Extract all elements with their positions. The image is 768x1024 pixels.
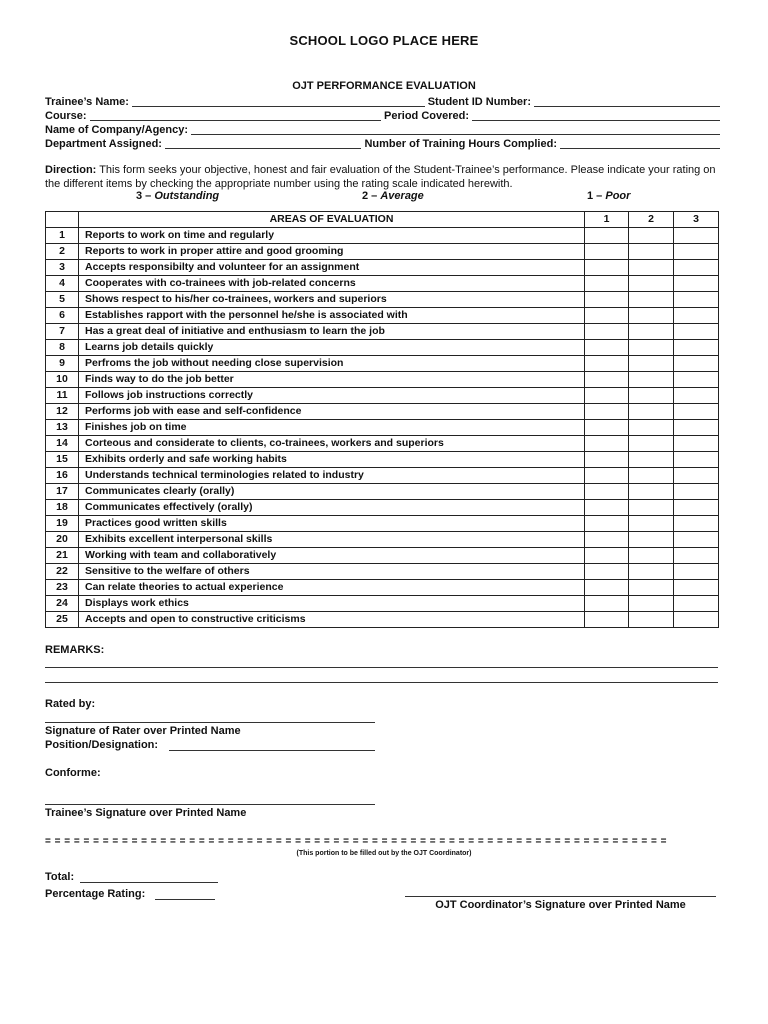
period-covered-label: Period Covered: — [384, 110, 469, 122]
evaluation-table — [45, 211, 719, 628]
coordinator-note: (This portion to be filled out by the OJT Coordinator) — [296, 850, 472, 857]
rating-2-cell[interactable] — [629, 276, 674, 292]
trainee-signature-caption: Trainee’s Signature over Printed Name — [45, 807, 247, 819]
evaluation-item: Finds way to do the job better — [79, 372, 585, 388]
evaluation-item: Corteous and considerate to clients, co-trainees, workers and superiors — [79, 436, 585, 452]
evaluation-item: Exhibits orderly and safe working habits — [79, 452, 585, 468]
rating-1-cell[interactable] — [585, 500, 629, 516]
item-number: 23 — [46, 580, 79, 596]
rating-3-cell[interactable] — [674, 532, 719, 548]
table-row — [46, 420, 719, 436]
table-row — [46, 596, 719, 612]
rating-3-cell[interactable] — [674, 500, 719, 516]
total-field[interactable] — [80, 882, 218, 883]
rating-2-cell[interactable] — [629, 260, 674, 276]
evaluation-item: Displays work ethics — [79, 596, 585, 612]
direction-text — [45, 163, 725, 191]
rating-3-cell[interactable] — [674, 244, 719, 260]
table-header-row — [46, 212, 719, 228]
school-logo-placeholder: SCHOOL LOGO PLACE HERE — [289, 33, 479, 48]
rating-1-cell[interactable] — [585, 260, 629, 276]
table-row — [46, 292, 719, 308]
rating-1-cell[interactable] — [585, 532, 629, 548]
rating-3-cell[interactable] — [674, 436, 719, 452]
scale-number: 3 – — [136, 190, 152, 202]
item-number: 24 — [46, 596, 79, 612]
item-number: 19 — [46, 516, 79, 532]
rating-1-column-header: 1 — [585, 212, 629, 228]
evaluation-item: Accepts and open to constructive criticisms — [79, 612, 585, 628]
rating-3-column-header: 3 — [674, 212, 719, 228]
scale-label: Poor — [605, 190, 631, 202]
coordinator-signature-line[interactable] — [405, 896, 716, 897]
item-number: 18 — [46, 500, 79, 516]
trainee-info-row-1 — [45, 96, 723, 109]
evaluation-item: Understands technical terminologies related to industry — [79, 468, 585, 484]
evaluation-item: Working with team and collaboratively — [79, 548, 585, 564]
rating-2-cell[interactable] — [629, 500, 674, 516]
rating-2-cell[interactable] — [629, 548, 674, 564]
rating-1-cell[interactable] — [585, 436, 629, 452]
item-number: 14 — [46, 436, 79, 452]
rating-3-cell[interactable] — [674, 516, 719, 532]
rating-2-cell[interactable] — [629, 436, 674, 452]
rating-3-cell[interactable] — [674, 228, 719, 244]
evaluation-item: Has a great deal of initiative and enthusiasm to learn the job — [79, 324, 585, 340]
rater-signature-line[interactable] — [45, 722, 375, 723]
remarks-line-2[interactable] — [45, 682, 718, 683]
course-label: Course: — [45, 110, 87, 122]
item-number: 12 — [46, 404, 79, 420]
rating-3-cell[interactable] — [674, 596, 719, 612]
rating-1-cell[interactable] — [585, 388, 629, 404]
rating-1-cell[interactable] — [585, 564, 629, 580]
rating-2-cell[interactable] — [629, 372, 674, 388]
rating-3-cell[interactable] — [674, 276, 719, 292]
rating-1-cell[interactable] — [585, 308, 629, 324]
scale-number: 2 – — [362, 190, 378, 202]
item-number: 15 — [46, 452, 79, 468]
rating-3-cell[interactable] — [674, 372, 719, 388]
remarks-label: REMARKS: — [45, 644, 105, 656]
rating-3-cell[interactable] — [674, 564, 719, 580]
rating-1-cell[interactable] — [585, 356, 629, 372]
scale-label: Average — [380, 190, 424, 202]
table-row — [46, 468, 719, 484]
table-row — [46, 436, 719, 452]
table-row — [46, 356, 719, 372]
rating-3-cell[interactable] — [674, 340, 719, 356]
scale-outstanding — [136, 190, 219, 202]
table-row — [46, 276, 719, 292]
rating-2-cell[interactable] — [629, 404, 674, 420]
period-covered-field[interactable] — [472, 120, 720, 121]
course-field[interactable] — [90, 120, 381, 121]
rating-2-cell[interactable] — [629, 452, 674, 468]
number-column-header — [46, 212, 79, 228]
rating-2-cell[interactable] — [629, 596, 674, 612]
rating-1-cell[interactable] — [585, 292, 629, 308]
table-row — [46, 228, 719, 244]
trainee-name-field[interactable] — [132, 106, 425, 107]
conforme-label: Conforme: — [45, 767, 101, 779]
rating-1-cell[interactable] — [585, 580, 629, 596]
table-row — [46, 388, 719, 404]
rating-1-cell[interactable] — [585, 548, 629, 564]
rating-3-cell[interactable] — [674, 612, 719, 628]
company-label: Name of Company/Agency: — [45, 124, 189, 136]
rating-1-cell[interactable] — [585, 596, 629, 612]
item-number: 13 — [46, 420, 79, 436]
rating-1-cell[interactable] — [585, 452, 629, 468]
student-id-label: Student ID Number: — [427, 96, 531, 108]
table-row — [46, 532, 719, 548]
table-row — [46, 580, 719, 596]
evaluation-item: Reports to work on time and regularly — [79, 228, 585, 244]
rating-2-cell[interactable] — [629, 340, 674, 356]
evaluation-item: Follows job instructions correctly — [79, 388, 585, 404]
rating-3-cell[interactable] — [674, 468, 719, 484]
areas-column-header: AREAS OF EVALUATION — [79, 212, 585, 228]
rating-2-cell[interactable] — [629, 612, 674, 628]
item-number: 5 — [46, 292, 79, 308]
rating-1-cell[interactable] — [585, 276, 629, 292]
evaluation-item: Accepts responsibilty and volunteer for an assignment — [79, 260, 585, 276]
rating-2-cell[interactable] — [629, 244, 674, 260]
rating-3-cell[interactable] — [674, 580, 719, 596]
percentage-rating-label: Percentage Rating: — [45, 888, 146, 900]
percentage-rating-field[interactable] — [155, 899, 215, 900]
rating-2-cell[interactable] — [629, 564, 674, 580]
rating-1-cell[interactable] — [585, 516, 629, 532]
student-id-field[interactable] — [534, 106, 720, 107]
evaluation-item: Performs job with ease and self-confidence — [79, 404, 585, 420]
evaluation-item: Reports to work in proper attire and good grooming — [79, 244, 585, 260]
form-title: OJT PERFORMANCE EVALUATION — [292, 80, 476, 92]
item-number: 2 — [46, 244, 79, 260]
training-hours-label: Number of Training Hours Complied: — [364, 138, 557, 150]
rating-1-cell[interactable] — [585, 340, 629, 356]
remarks-line-1[interactable] — [45, 667, 718, 668]
evaluation-item: Sensitive to the welfare of others — [79, 564, 585, 580]
item-number: 16 — [46, 468, 79, 484]
position-designation-field[interactable] — [169, 750, 375, 751]
rating-2-cell[interactable] — [629, 420, 674, 436]
rating-1-cell[interactable] — [585, 484, 629, 500]
trainee-info-row-4 — [45, 138, 723, 151]
evaluation-item: Exhibits excellent interpersonal skills — [79, 532, 585, 548]
rating-2-cell[interactable] — [629, 580, 674, 596]
rating-3-cell[interactable] — [674, 324, 719, 340]
training-hours-field[interactable] — [560, 148, 720, 149]
rating-3-cell[interactable] — [674, 404, 719, 420]
rating-3-cell[interactable] — [674, 484, 719, 500]
item-number: 10 — [46, 372, 79, 388]
trainee-name-label: Trainee’s Name: — [45, 96, 129, 108]
rating-3-cell[interactable] — [674, 452, 719, 468]
rating-3-cell[interactable] — [674, 420, 719, 436]
company-field[interactable] — [191, 134, 720, 135]
rating-2-column-header: 2 — [629, 212, 674, 228]
scale-average — [362, 190, 424, 202]
item-number: 6 — [46, 308, 79, 324]
evaluation-item: Finishes job on time — [79, 420, 585, 436]
position-designation-label: Position/Designation: — [45, 739, 159, 751]
table-row — [46, 260, 719, 276]
rating-3-cell[interactable] — [674, 292, 719, 308]
item-number: 22 — [46, 564, 79, 580]
rating-1-cell[interactable] — [585, 468, 629, 484]
table-row — [46, 404, 719, 420]
rating-2-cell[interactable] — [629, 228, 674, 244]
scale-number: 1 – — [587, 190, 603, 202]
table-row — [46, 452, 719, 468]
rating-1-cell[interactable] — [585, 612, 629, 628]
direction-label: Direction: — [45, 164, 97, 176]
item-number: 9 — [46, 356, 79, 372]
table-row — [46, 340, 719, 356]
evaluation-item: Communicates clearly (orally) — [79, 484, 585, 500]
evaluation-item: Can relate theories to actual experience — [79, 580, 585, 596]
rating-1-cell[interactable] — [585, 244, 629, 260]
rating-1-cell[interactable] — [585, 420, 629, 436]
table-row — [46, 484, 719, 500]
evaluation-item: Perfroms the job without needing close supervision — [79, 356, 585, 372]
rating-1-cell[interactable] — [585, 324, 629, 340]
rating-2-cell[interactable] — [629, 532, 674, 548]
table-row — [46, 324, 719, 340]
evaluation-item: Learns job details quickly — [79, 340, 585, 356]
rating-2-cell[interactable] — [629, 356, 674, 372]
table-row — [46, 500, 719, 516]
item-number: 25 — [46, 612, 79, 628]
rating-3-cell[interactable] — [674, 356, 719, 372]
scale-label: Outstanding — [154, 190, 220, 202]
item-number: 1 — [46, 228, 79, 244]
item-number: 4 — [46, 276, 79, 292]
scale-poor — [587, 190, 630, 202]
item-number: 11 — [46, 388, 79, 404]
department-label: Department Assigned: — [45, 138, 162, 150]
position-designation-row — [45, 739, 158, 751]
rating-3-cell[interactable] — [674, 308, 719, 324]
trainee-signature-line[interactable] — [45, 804, 375, 805]
rating-3-cell[interactable] — [674, 388, 719, 404]
item-number: 20 — [46, 532, 79, 548]
rating-2-cell[interactable] — [629, 324, 674, 340]
item-number: 7 — [46, 324, 79, 340]
item-number: 3 — [46, 260, 79, 276]
total-label: Total: — [45, 871, 75, 883]
evaluation-item: Establishes rapport with the personnel he/she is associated with — [79, 308, 585, 324]
item-number: 8 — [46, 340, 79, 356]
rating-2-cell[interactable] — [629, 516, 674, 532]
item-number: 17 — [46, 484, 79, 500]
evaluation-item: Shows respect to his/her co-trainees, workers and superiors — [79, 292, 585, 308]
table-row — [46, 372, 719, 388]
evaluation-item: Cooperates with co-trainees with job-related concerns — [79, 276, 585, 292]
rating-3-cell[interactable] — [674, 260, 719, 276]
rated-by-label: Rated by: — [45, 698, 96, 710]
table-row — [46, 548, 719, 564]
section-separator: = = = = = = = = = = = = = = = = = = = = = = = = = = = = = = = = = = = = = = = = = = = = = = = = = = = = = = = = = = = = = = = = = — [45, 836, 667, 847]
rating-1-cell[interactable] — [585, 404, 629, 420]
rating-2-cell[interactable] — [629, 292, 674, 308]
trainee-info-row-2 — [45, 110, 723, 123]
rating-2-cell[interactable] — [629, 468, 674, 484]
item-number: 21 — [46, 548, 79, 564]
table-row — [46, 244, 719, 260]
rater-signature-caption: Signature of Rater over Printed Name — [45, 725, 241, 737]
table-row — [46, 564, 719, 580]
rating-2-cell[interactable] — [629, 388, 674, 404]
table-row — [46, 612, 719, 628]
coordinator-signature-caption: OJT Coordinator’s Signature over Printed Name — [435, 899, 686, 911]
rating-3-cell[interactable] — [674, 548, 719, 564]
evaluation-item: Practices good written skills — [79, 516, 585, 532]
rating-1-cell[interactable] — [585, 228, 629, 244]
trainee-info-row-3 — [45, 124, 723, 137]
department-field[interactable] — [165, 148, 362, 149]
rating-2-cell[interactable] — [629, 308, 674, 324]
table-row — [46, 516, 719, 532]
table-row — [46, 308, 719, 324]
rating-1-cell[interactable] — [585, 372, 629, 388]
rating-2-cell[interactable] — [629, 484, 674, 500]
evaluation-item: Communicates effectively (orally) — [79, 500, 585, 516]
direction-body: This form seeks your objective, honest and fair evaluation of the Student-Trainee’s performance. Please indicate your rating on the different items by checking the appropriate number using the rating scale indicated herewith. — [45, 164, 716, 190]
